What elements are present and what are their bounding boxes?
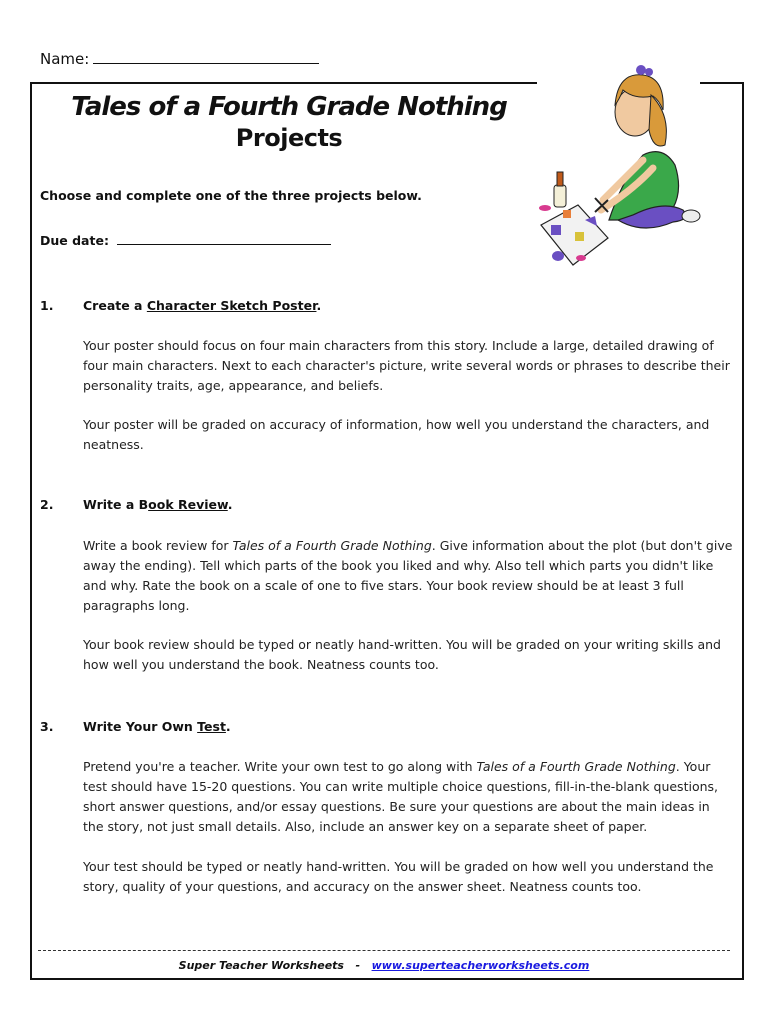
frame-top-left: [30, 82, 537, 84]
page-subtitle: Projects: [235, 124, 343, 152]
footer-separator: -: [355, 959, 361, 972]
project-name: Character Sketch Poster: [146, 298, 317, 313]
project-1-heading: [40, 298, 321, 313]
text: Pretend you're a teacher. Write your own test to go along with: [83, 759, 477, 774]
text: . Give information about the plot (but don't give away the ending). Tell which parts of the book you liked and why. Also tell which parts you didn't like and why. Rate the book on a scale of one to five stars. Your book review should be at least 3 full paragraphs long.: [83, 538, 733, 613]
name-blank[interactable]: [93, 49, 319, 64]
footer-divider: [38, 950, 730, 951]
due-date-field: [40, 233, 331, 248]
instructions: Choose and complete one of the three projects below.: [40, 188, 422, 203]
project-2-grading: Your book review should be typed or neatly hand-written. You will be graded on your writing skills and how well you understand the book. Neatness counts too.: [83, 637, 721, 672]
project-2-description: [83, 536, 733, 616]
book-title: Tales of a Fourth Grade Nothing: [476, 759, 676, 774]
project-suffix: .: [316, 298, 322, 313]
footer: [0, 959, 768, 972]
project-prefix: Write a B: [83, 497, 149, 512]
text: Write a book review for: [83, 538, 233, 553]
page-title: Tales of a Fourth Grade Nothing: [71, 92, 507, 122]
frame-top-right: [700, 82, 742, 84]
footer-link[interactable]: www.superteacherworksheets.com: [371, 959, 590, 972]
project-number: 1.: [40, 298, 54, 313]
project-prefix: Write Your Own: [83, 719, 198, 734]
project-name: ook Review: [148, 497, 228, 512]
text: . Your test should have 15-20 questions. You can write multiple choice questions, fill-in-the-blank questions, short answer questions, and/or essay questions. Be sure your questions are about the main ideas in the story, not just small details. Also, include an answer key on a separate sheet of paper.: [83, 759, 718, 834]
footer-brand: Super Teacher Worksheets: [178, 959, 344, 972]
project-prefix: Create a: [83, 298, 147, 313]
project-suffix: .: [225, 719, 231, 734]
project-3-heading: [40, 719, 231, 734]
name-field: [40, 49, 319, 68]
book-title: Tales of a Fourth Grade Nothing: [232, 538, 432, 553]
girl-crafting-illustration: [523, 60, 701, 275]
project-number: 3.: [40, 719, 54, 734]
project-3-description: [83, 757, 733, 837]
due-date-label: Due date:: [40, 233, 109, 248]
project-1-description: Your poster should focus on four main characters from this story. Include a large, detailed drawing of four main characters. Next to each character's picture, write several words or phrases to describe their personality traits, age, appearance, and beliefs.: [83, 338, 730, 393]
due-date-blank[interactable]: [117, 233, 331, 245]
project-suffix: .: [227, 497, 233, 512]
project-3-grading: Your test should be typed or neatly hand-written. You will be graded on how well you understand the story, quality of your questions, and accuracy on the answer sheet. Neatness counts too.: [83, 859, 714, 894]
name-label: Name:: [40, 50, 90, 68]
project-1-grading: Your poster will be graded on accuracy of information, how well you understand the characters, and neatness.: [83, 417, 710, 452]
project-2-heading: [40, 497, 233, 512]
project-number: 2.: [40, 497, 54, 512]
project-name: Test: [197, 719, 226, 734]
